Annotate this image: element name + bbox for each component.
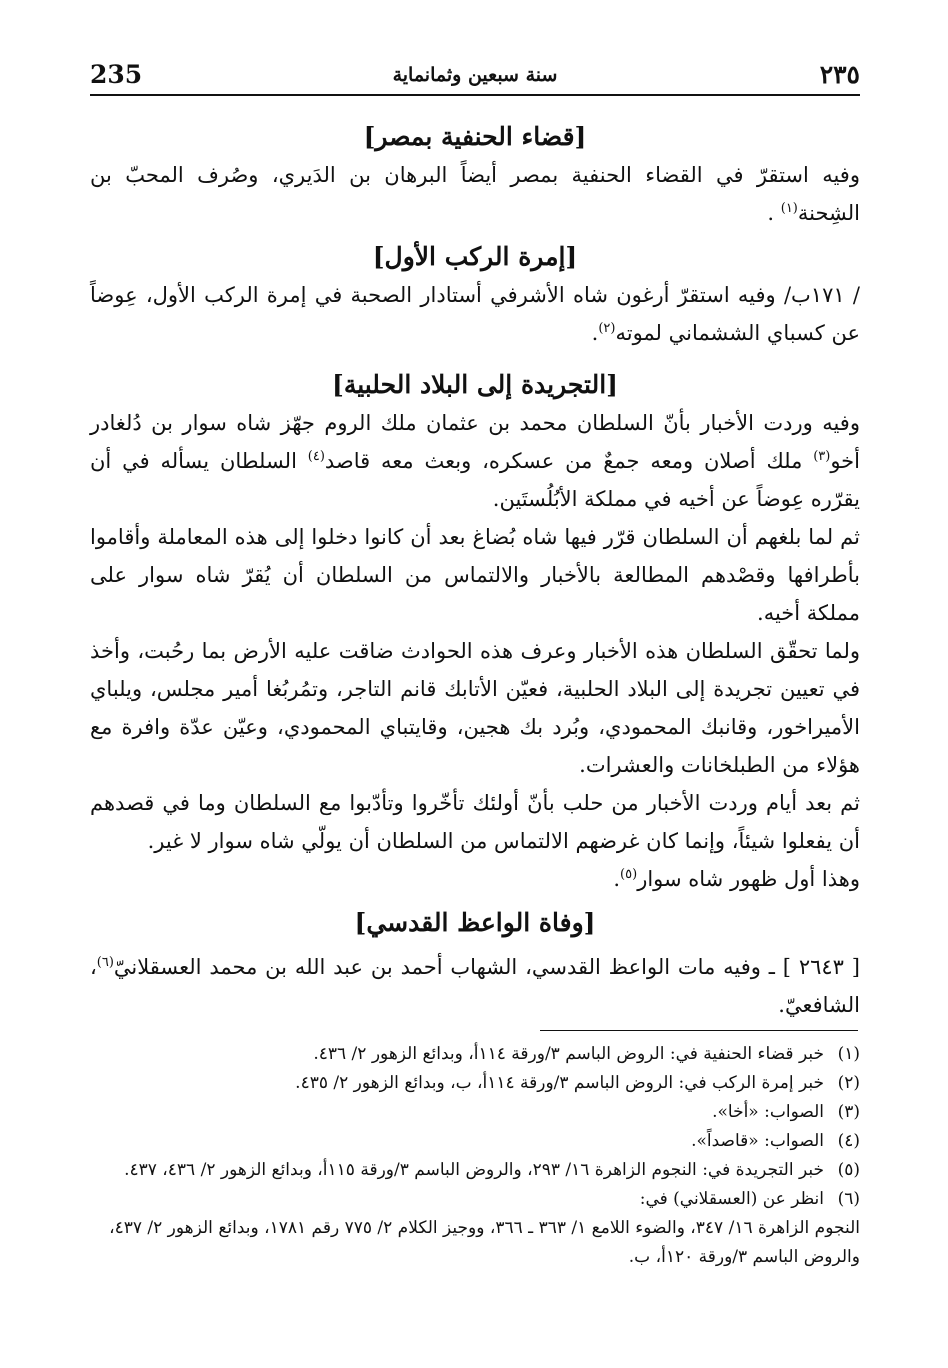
paragraph: [ ٢٦٤٣ ] ـ وفيه مات الواعظ القدسي، الشهاب أحمد بن عبد الله بن محمد العسقلانيّ$^{(٦)}$، الشافعيّ. — [90, 955, 860, 1017]
paragraph: وفيه وردت الأخبار بأنّ السلطان محمد بن عثمان ملك الروم جهّز شاه سوار بن دُلغادر أخو$^{(٣)}$ ملك أصلان ومعه جمعٌ من عسكره، وبعث معه قاصد$^{(٤)}$ السلطان يسأله في أن يقرّره عِوضاً عن أخيه في مملكة الأبُلُستَين. — [90, 411, 860, 511]
running-title: سنة سبعين وثمانماية — [392, 64, 558, 86]
footnote — [90, 1069, 860, 1098]
footnote-number: (٤) — [837, 1131, 860, 1151]
page-header — [90, 58, 860, 94]
header-rule — [90, 94, 860, 96]
footnote-number: (٣) — [837, 1102, 860, 1122]
footnote-number: (٦) — [837, 1189, 860, 1209]
page-number-arabic: ٢٣٥ — [819, 60, 860, 89]
section-heading: [وفاة الواعظ القدسي] — [354, 908, 596, 937]
paragraph: ولما تحقّق السلطان هذه الأخبار وعرف هذه الحوادث ضاقت عليه الأرض بما رحُبت، وأخذ في تعيين تجريدة إلى البلاد الحلبية، فعيّن الأتابك قانم التاجر، وتمُربُغا أمير مجلس، ويلباي الأميراخور، وقانبك المحمودي، وبُرد بك هجين، وقايتباي المحمودي، وعيّن عدّة وافرة مع هؤلاء من الطبلخانات والعشرات. — [90, 639, 860, 777]
footnote-continuation — [90, 1214, 860, 1272]
footnote-text: النجوم الزاهرة ١٦/ ٣٤٧، والضوء اللامع ١/ ٣٦٣ ـ ٣٦٦، ووجيز الكلام ٢/ ٧٧٥ رقم ١٧٨١، وبدائع الزهور ٢/ ٤٣٧، والروض الباسم ٣/ورقة ١٢٠أ، ب. — [109, 1218, 860, 1267]
paragraph: / ١٧١ب/ وفيه استقرّ أرغون شاه الأشرفي أستادار الصحبة في إمرة الركب الأول، عِوضاً عن كسباي الششماني لموته$^{(٢)}$. — [90, 283, 860, 345]
footnote — [90, 1156, 860, 1185]
footnote-number: (٥) — [837, 1160, 860, 1180]
footnote — [90, 1185, 860, 1214]
paragraph: وفيه استقرّ في القضاء الحنفية بمصر أيضاً البرهان بن الدَيري، وصُرف المحبّ بن الشِحنة$^{(١)}$ . — [90, 163, 860, 225]
page-number-latin: 235 — [90, 60, 143, 89]
footnote-ref: (٣) — [813, 449, 831, 464]
footnote — [90, 1098, 860, 1127]
footnote — [90, 1040, 860, 1069]
footnote-number: (١) — [837, 1044, 860, 1064]
footnote-ref: (١) — [780, 201, 798, 216]
footnote-text: انظر عن (العسقلاني) في: — [639, 1189, 824, 1209]
footnote-text: الصواب: «أخا». — [712, 1102, 824, 1122]
footnote — [90, 1127, 860, 1156]
section-heading: [التجريدة إلى البلاد الحلبية] — [331, 370, 618, 399]
footnote-text: خبر قضاء الحنفية في: الروض الباسم ٣/ورقة ١١٤أ، وبدائع الزهور ٢/ ٤٣٦. — [313, 1044, 824, 1064]
paragraph: وهذا أول ظهور شاه سوار$^{(٥)}$. — [613, 867, 860, 891]
paragraph: ثم بعد أيام وردت الأخبار من حلب بأنّ أولئك تأخّروا وتأدّبوا مع السلطان وما في قصدهم أن يفعلوا شيئاً، وإنما كان غرضهم الالتماس من السلطان أن يولّي شاه سوار لا غير. — [90, 791, 860, 853]
footnote-ref: (٦) — [96, 955, 114, 970]
footnote-number: (٢) — [837, 1073, 860, 1093]
footnote-ref: (٤) — [307, 449, 325, 464]
section-heading: [قضاء الحنفية بمصر] — [363, 122, 587, 151]
footnote-ref: (٥) — [620, 867, 638, 882]
footnotes — [90, 1040, 860, 1272]
footnote-separator — [540, 1030, 858, 1031]
footnote-text: خبر إمرة الركب في: الروض الباسم ٣/ورقة ١١٤أ، ب، وبدائع الزهور ٢/ ٤٣٥. — [295, 1073, 824, 1093]
footnote-text: الصواب: «قاصداً». — [691, 1131, 824, 1151]
section-heading: [إمرة الركب الأول] — [372, 242, 578, 271]
footnote-text: خبر التجريدة في: النجوم الزاهرة ١٦/ ٢٩٣، والروض الباسم ٣/ورقة ١١٥أ، وبدائع الزهور ٢/ ٤٣٦، ٤٣٧. — [124, 1160, 824, 1180]
main-text — [90, 118, 860, 1024]
paragraph: ثم لما بلغهم أن السلطان قرّر فيها شاه بُضاغ بعد أن كانوا دخلوا إلى هذه المعاملة وأقاموا بأطرافها وقصْدهم المطالعة بالأخبار والالتماس من السلطان أن يُقرّ شاه سوار على مملكة أخيه. — [90, 525, 860, 625]
footnote-ref: (٢) — [598, 321, 616, 336]
